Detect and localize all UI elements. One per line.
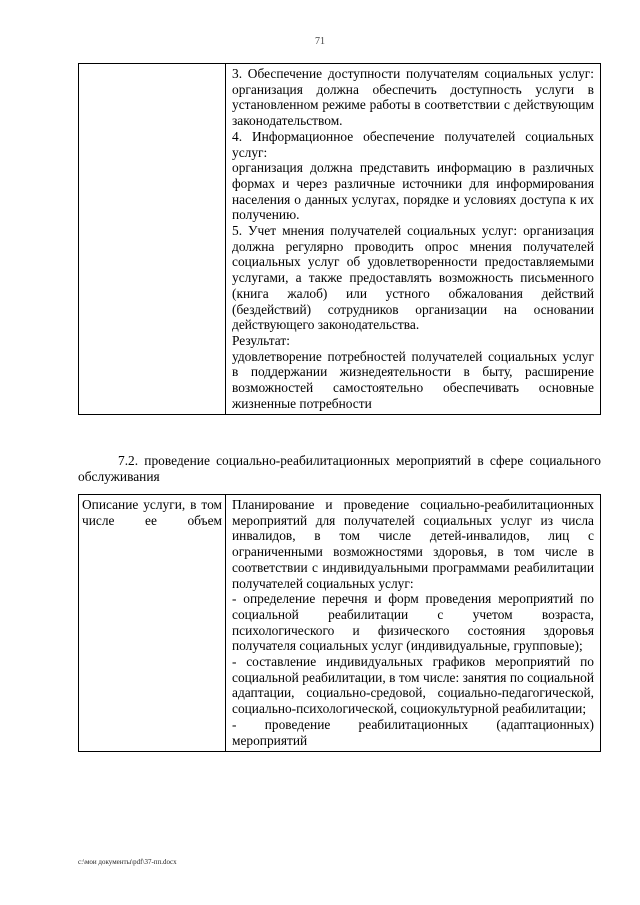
- table-right-cell: [226, 64, 601, 415]
- info-support-heading: 4. Информационное обеспечение получателей социальных услуг:: [232, 128, 594, 160]
- table-row: [79, 64, 601, 415]
- footer-file-path: c:\мои документы\pdf\37-пп.docx: [78, 858, 177, 866]
- section-heading: 7.2. проведение социально-реабилитационных мероприятий в сфере социального обслуживания: [78, 453, 601, 484]
- accessibility-paragraph: 3. Обеспечение доступности получателям социальных услуг: организация должна обеспечить доступность услуги в установленном режиме работы в соответствии с действующим законодательством.: [232, 66, 594, 129]
- service-description-cell: [226, 495, 601, 752]
- page-number: 71: [315, 36, 325, 47]
- feedback-paragraph: 5. Учет мнения получателей социальных услуг: организация должна регулярно проводить опрос мнения получателей социальных услуг об удовлетворенности предоставляемыми услугами, а также предоставлять возможность письменного (книга жалоб) или устного обжалования действий (бездействий) сотрудников организации на основании действующего законодательства.: [232, 223, 594, 333]
- list-item: - определение перечня и форм проведения мероприятий по социальной реабилитации с учетом возраста, психологического и физического состояния здоровья получателя социальных услуг (индивидуальные, групповые);: [232, 591, 594, 654]
- services-table-continuation: [78, 63, 601, 415]
- info-support-paragraph: организация должна представить информацию в различных формах и через различные источники для информирования населения о данных услугах, порядке и условиях доступа к их получению.: [232, 160, 594, 223]
- list-item: - составление индивидуальных графиков мероприятий по социальной реабилитации, в том числе: занятия по социальной адаптации, социально-средовой, социально-педагогической, социально-психологической, социокультурной реабилитации;: [232, 654, 594, 717]
- service-description-label: Описание услуги, в том числе ее объем: [79, 495, 226, 752]
- result-label: Результат:: [232, 332, 290, 348]
- list-item: - проведение реабилитационных (адаптационных) мероприятий: [232, 716, 594, 748]
- table-left-cell: [79, 64, 226, 415]
- planning-paragraph: Планирование и проведение социально-реабилитационных мероприятий для получателей социальных услуг из числа инвалидов, в том числе детей-инвалидов, лиц с ограниченными возможностями здоровья, в том числе в соответствии с индивидуальными программами реабилитации получателей социальных услуг:: [232, 497, 594, 591]
- result-paragraph: удовлетворение потребностей получателей социальных услуг в поддержании жизнедеятельности в быту, расширение возможностей самостоятельно обеспечивать основные жизненные потребности: [232, 348, 594, 411]
- table-row: [79, 495, 601, 752]
- rehabilitation-table: [78, 494, 601, 752]
